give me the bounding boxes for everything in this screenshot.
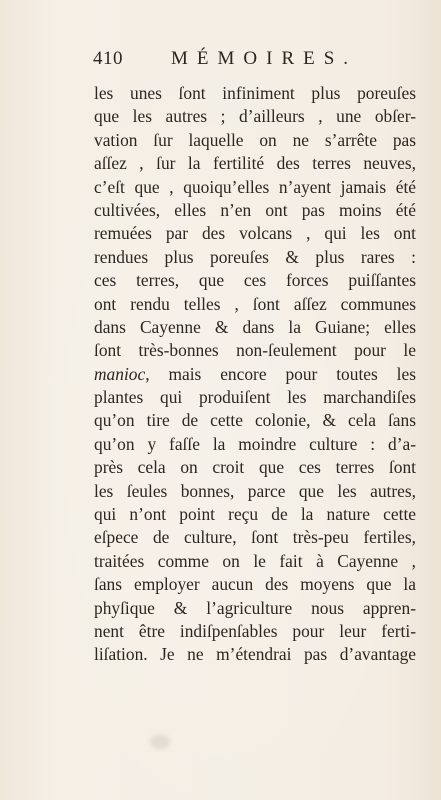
paper-smudge [150, 735, 170, 749]
text-line: rendues plus poreuſes & plus rares : [94, 246, 416, 267]
text-line: qu’on y faſſe la moindre culture : d’a- [94, 433, 416, 454]
text-line: phyſique & l’agriculture nous appren- [94, 597, 416, 618]
text-line: les unes ſont infiniment plus poreuſes [94, 83, 416, 103]
text-line: ſans employer aucun des moyens que la [94, 574, 416, 595]
page-header [93, 48, 413, 74]
page-number: 410 [93, 48, 123, 69]
text-line: qui n’ont point reçu de la nature cette [94, 504, 416, 525]
text-line: aſſez , ſur la fertilité des terres neuves, [94, 153, 416, 174]
text-line: cultivées, elles n’en ont pas moins été [94, 199, 416, 220]
text-line: traitées comme on le fait à Cayenne , [94, 550, 416, 571]
text-line: eſpece de culture, ſont très-peu fertiles, [94, 527, 416, 548]
text-line: les ſeules bonnes, parce que les autres, [94, 480, 416, 501]
text-line: dans Cayenne & dans la Guiane; elles [94, 316, 416, 337]
text-line: liſation. Je ne m’étendrai pas d’avantage [94, 644, 416, 665]
text-line: ces terres, que ces forces puiſſantes [94, 270, 416, 291]
text-line: ſont très-bonnes non-ſeulement pour le [94, 340, 416, 361]
text-line: que les autres ; d’ailleurs , une obſer- [94, 106, 416, 127]
text-line: vation ſur laquelle on ne s’arrête pas [94, 129, 416, 150]
text-line: remuées par des volcans , qui les ont [94, 223, 416, 244]
body-text [94, 82, 416, 667]
text-line: c’eſt que , quoiqu’elles n’ayent jamais été [94, 176, 416, 197]
text-line: près cela on croit que ces terres ſont [94, 457, 416, 478]
text-line: qu’on tire de cette colonie, & cela ſans [94, 410, 416, 431]
text-line: manioc, mais encore pour toutes les [94, 363, 416, 384]
text-line: plantes qui produiſent les marchandiſes [94, 387, 416, 408]
italic-word: manioc [94, 363, 146, 384]
text-line: ont rendu telles , ſont aſſez communes [94, 293, 416, 314]
running-title: MÉMOIRES. [171, 48, 358, 69]
text-line: nent être indiſpenſables pour leur ferti- [94, 620, 416, 641]
